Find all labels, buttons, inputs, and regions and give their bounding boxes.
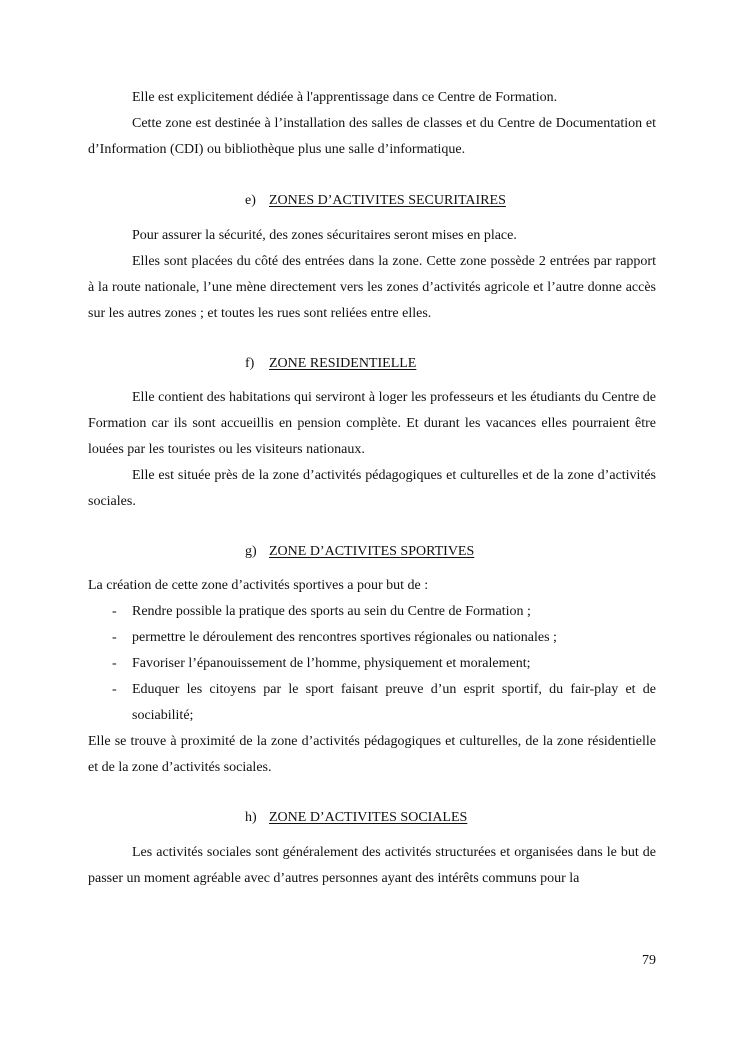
list-dash: - [112, 604, 117, 619]
section-g-closing: Elle se trouve à proximité de la zone d’activités pédagogiques et culturelles, de la zone résidentielle et de la zone d’activités sociales. [88, 734, 656, 775]
list-item [88, 625, 656, 651]
list-dash: - [112, 630, 117, 645]
list-item-text: Eduquer les citoyens par le sport faisant preuve d’un esprit sportif, du fair-play et de sociabilité; [132, 682, 656, 723]
list-item [88, 677, 656, 729]
section-g-body [88, 573, 656, 781]
section-h-heading [245, 809, 467, 827]
section-f-body [88, 385, 656, 515]
list-item-text: Rendre possible la pratique des sports au sein du Centre de Formation ; [132, 604, 531, 619]
page-number: 79 [642, 953, 656, 968]
list-dash: - [112, 682, 117, 697]
intro-paragraph-2: Cette zone est destinée à l’installation des salles de classes et du Centre de Documentation et d’Information (CDI) ou bibliothèque plus une salle d’informatique. [88, 116, 656, 157]
section-e-body [88, 223, 656, 327]
list-item-text: Favoriser l’épanouissement de l’homme, physiquement et moralement; [132, 656, 531, 671]
section-g-list [88, 599, 656, 729]
section-f-title: ZONE RESIDENTIELLE [269, 356, 417, 371]
section-g-marker: g) [245, 544, 257, 559]
section-e-heading [245, 192, 506, 210]
list-item [88, 599, 656, 625]
section-g-lead: La création de cette zone d’activités sportives a pour but de : [88, 578, 429, 593]
section-h-title: ZONE D’ACTIVITES SOCIALES [269, 810, 468, 825]
intro-block [88, 85, 656, 163]
section-f-paragraph-1: Elle contient des habitations qui serviront à loger les professeurs et les étudiants du Centre de Formation car ils sont accueillis en pension complète. Et durant les vacances elles pourraient être louées par les touristes ou les visiteurs nationaux. [88, 390, 656, 457]
section-g-heading [245, 543, 474, 561]
list-item [88, 651, 656, 677]
section-f-heading [245, 355, 416, 373]
section-e-marker: e) [245, 193, 256, 208]
section-e-paragraph-1: Pour assurer la sécurité, des zones sécuritaires seront mises en place. [132, 228, 517, 243]
section-e-title: ZONES D’ACTIVITES SECURITAIRES [269, 193, 506, 208]
section-e-paragraph-2: Elles sont placées du côté des entrées dans la zone. Cette zone possède 2 entrées par rapport à la route nationale, l’une mène directement vers les zones d’activités agricole et l’autre donne accès sur les autres zones ; et toutes les rues sont reliées entre elles. [88, 254, 656, 321]
list-dash: - [112, 656, 117, 671]
section-h-body [88, 840, 656, 892]
section-h-marker: h) [245, 810, 257, 825]
section-f-marker: f) [245, 356, 255, 371]
section-g-title: ZONE D’ACTIVITES SPORTIVES [269, 544, 475, 559]
section-h-paragraph-1: Les activités sociales sont généralement des activités structurées et organisées dans le but de passer un moment agréable avec d’autres personnes ayant des intérêts communs pour la [88, 845, 656, 886]
list-item-text: permettre le déroulement des rencontres sportives régionales ou nationales ; [132, 630, 557, 645]
section-f-paragraph-2: Elle est située près de la zone d’activités pédagogiques et culturelles et de la zone d’activités sociales. [88, 468, 656, 509]
intro-paragraph-1: Elle est explicitement dédiée à l'apprentissage dans ce Centre de Formation. [132, 90, 558, 105]
